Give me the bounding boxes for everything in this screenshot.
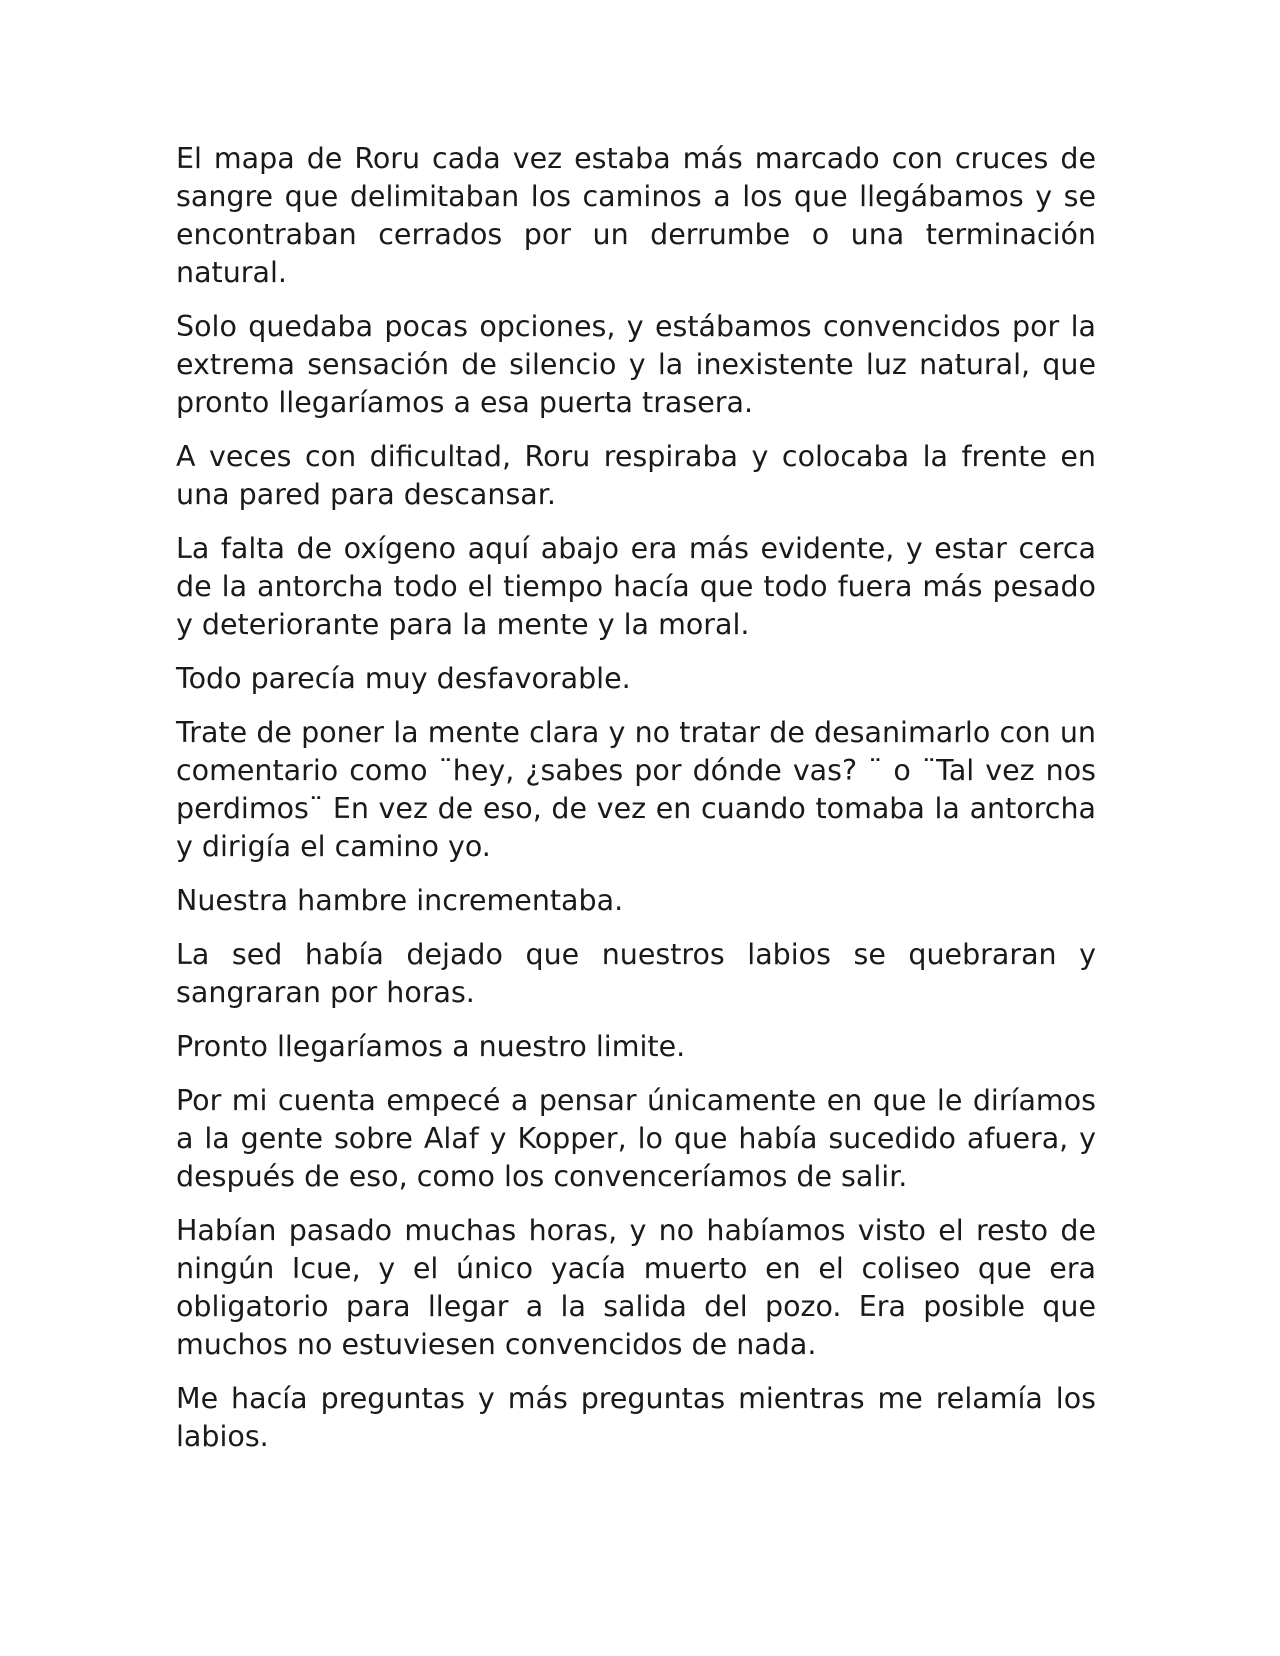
paragraph: La falta de oxígeno aquí abajo era más evidente, y estar cerca de la antorcha todo el tiempo hacía que todo fuera más pesado y deteriorante para la mente y la moral. [176,532,1096,641]
paragraph: Pronto llegaríamos a nuestro limite. [176,1030,686,1063]
paragraph: Trate de poner la mente clara y no tratar de desanimarlo con un comentario como ¨hey, ¿sabes por dónde vas? ¨ o ¨Tal vez nos perdimos¨ En vez de eso, de vez en cuando tomaba la antorcha y dirigía el camino yo. [176,716,1096,863]
paragraph: Habían pasado muchas horas, y no habíamos visto el resto de ningún Icue, y el único yacía muerto en el coliseo que era obligatorio para llegar a la salida del pozo. Era posible que muchos no estuviesen convencidos de nada. [176,1214,1096,1361]
paragraph: Todo parecía muy desfavorable. [176,662,631,695]
paragraph: El mapa de Roru cada vez estaba más marcado con cruces de sangre que delimitaban los caminos a los que llegábamos y se encontraban cerrados por un derrumbe o una terminación natural. [176,142,1096,289]
paragraph: A veces con dificultad, Roru respiraba y colocaba la frente en una pared para descansar. [176,440,1096,511]
paragraph: Solo quedaba pocas opciones, y estábamos convencidos por la extrema sensación de silencio y la inexistente luz natural, que pronto llegaríamos a esa puerta trasera. [176,310,1096,419]
document-page [176,140,1096,1472]
paragraph: Nuestra hambre incrementaba. [176,884,624,917]
paragraph: Me hacía preguntas y más preguntas mientras me relamía los labios. [176,1382,1096,1453]
paragraph: Por mi cuenta empecé a pensar únicamente en que le diríamos a la gente sobre Alaf y Kopper, lo que había sucedido afuera, y después de eso, como los convenceríamos de salir. [176,1084,1096,1193]
paragraph: La sed había dejado que nuestros labios se quebraran y sangraran por horas. [176,938,1096,1009]
